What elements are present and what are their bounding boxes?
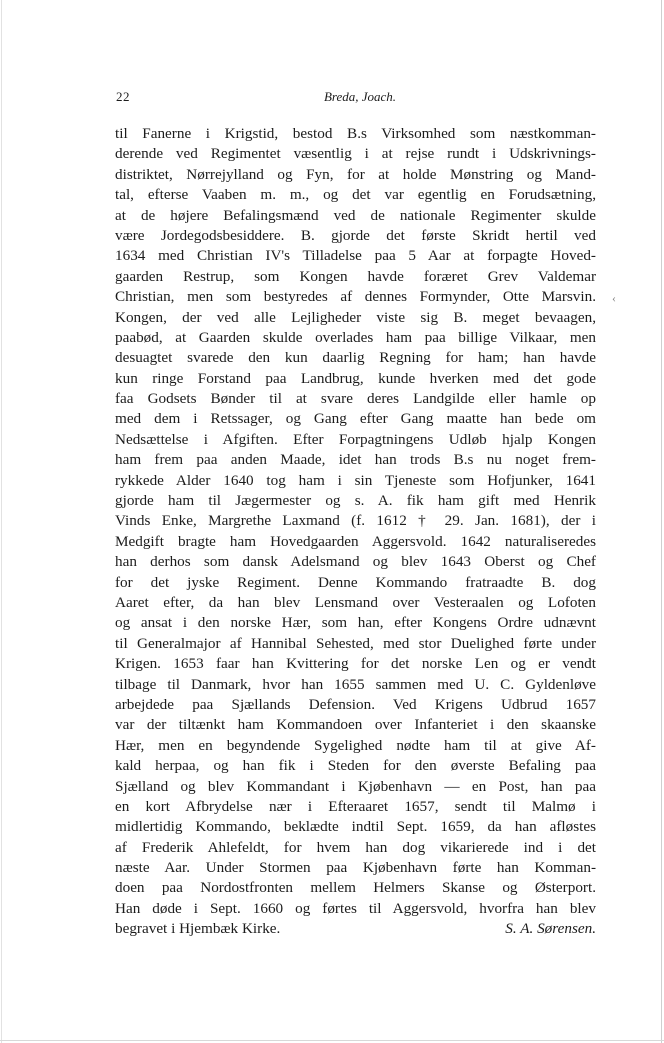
text-line: faa Godsets Bønder til at svare deres Landgilde eller hamle op (115, 390, 596, 408)
text-line: kun ringe Forstand paa Landbrug, kunde hverken med det gode (115, 369, 596, 387)
text-line: kald herpaa, og han fik i Steden for den øverste Befaling paa (115, 757, 596, 775)
text-line-last (115, 919, 596, 939)
text-line: Hær, men en begyndende Sygelighed nødte ham til at give Af- (115, 736, 596, 754)
text-line: 1634 med Christian IV's Tilladelse paa 5 Aar at forpagte Hoved- (115, 247, 596, 265)
text-line: tilbage til Danmark, hvor han 1655 sammen med U. C. Gyldenløve (115, 675, 596, 693)
bottom-page-edge (0, 1040, 664, 1041)
text-line: var der tiltænkt ham Kommandoen over Infanteriet i den skaanske (115, 716, 596, 734)
text-line: en kort Afbrydelse nær i Efteraaret 1657, sendt til Malmø i (115, 797, 596, 815)
text-line: og ansat i den norske Hær, som han, efter Kongens Ordre udnævnt (115, 614, 596, 632)
text-line: Vinds Enke, Margrethe Laxmand (f. 1612 † 29. Jan. 1681), der i (115, 512, 596, 530)
page-number: 22 (116, 89, 130, 104)
text-line: Medgift bragte ham Hovedgaarden Aggersvold. 1642 naturaliseredes (115, 532, 596, 550)
text-line: Christian, men som bestyredes af dennes Formynder, Otte Marsvin. (115, 288, 596, 306)
text-line: Kongen, der ved alle Lejligheder viste sig B. meget bevaagen, (115, 308, 596, 326)
text-line: for det jyske Regiment. Denne Kommando fratraadte B. dog (115, 573, 596, 591)
text-line: derende ved Regimentet væsentlig i at rejse rundt i Udskrivnings- (115, 145, 596, 163)
text-line: distriktet, Nørrejylland og Fyn, for at holde Mønstring og Mand- (115, 165, 596, 183)
text-line: Sjælland og blev Kommandant i Kjøbenhavn — en Post, han paa (115, 777, 596, 795)
author-signature: S. A. Sørensen. (505, 920, 596, 938)
text-line: ham frem paa anden Maade, idet han trods B.s nu noget frem- (115, 451, 596, 469)
text-line: at de højere Befalingsmænd ved de nationale Regimenter skulde (115, 206, 596, 224)
text-line: af Frederik Ahlefeldt, for hvem han dog vikarierede ind i det (115, 838, 596, 856)
article-body (115, 124, 596, 940)
text-line: han derhos som dansk Adelsmand og blev 1643 Oberst og Chef (115, 553, 596, 571)
text-line: rykkede Alder 1640 tog ham i sin Tjeneste som Hofjunker, 1641 (115, 471, 596, 489)
text-line: Han døde i Sept. 1660 og førtes til Aggersvold, hvorfra han blev (115, 899, 596, 917)
text-line: næste Aar. Under Stormen paa Kjøbenhavn førte han Komman- (115, 859, 596, 877)
text-line: Nedsættelse i Afgiften. Efter Forpagtningens Udløb hjalp Kongen (115, 430, 596, 448)
text-line: til Generalmajor af Hannibal Sehested, med stor Duelighed førte under (115, 634, 596, 652)
left-page-edge (1, 0, 2, 1043)
text-line: gaarden Restrup, som Kongen havde foræret Grev Valdemar (115, 267, 596, 285)
text-line: gjorde ham til Jægermester og s. A. fik ham gift med Henrik (115, 492, 596, 510)
text-line: til Fanerne i Krigstid, bestod B.s Virksomhed som næstkomman- (115, 125, 596, 142)
text-line: midlertidig Kommando, beklædte indtil Sept. 1659, da han afløstes (115, 818, 596, 836)
text-line: arbejdede paa Sjællands Defension. Ved Krigens Udbrud 1657 (115, 695, 596, 713)
closing-text: begravet i Hjembæk Kirke. (115, 920, 281, 938)
text-line: Krigen. 1653 faar han Kvittering for det norske Len og er vendt (115, 655, 596, 673)
text-line: desuagtet svarede den kun daarlig Regning for ham; han havde (115, 349, 596, 367)
text-line: tal, efterse Vaaben m. m., og det var egentlig en Forudsætning, (115, 186, 596, 204)
running-head: Breda, Joach. (323, 89, 397, 104)
text-line: Aaret efter, da han blev Lensmand over Vesteraalen og Lofoten (115, 593, 596, 611)
right-page-edge (661, 0, 662, 1043)
text-line: med dem i Retssager, og Gang efter Gang maatte han bede om (115, 410, 596, 428)
margin-mark: ‹ (612, 291, 616, 305)
text-line: doen paa Nordostfronten mellem Helmers Skanse og Østerport. (115, 879, 596, 897)
text-line: være Jordegodsbesiddere. B. gjorde det første Skridt hertil ved (115, 226, 596, 244)
text-line: paabød, at Gaarden skulde overlades ham paa billige Vilkaar, men (115, 328, 596, 346)
